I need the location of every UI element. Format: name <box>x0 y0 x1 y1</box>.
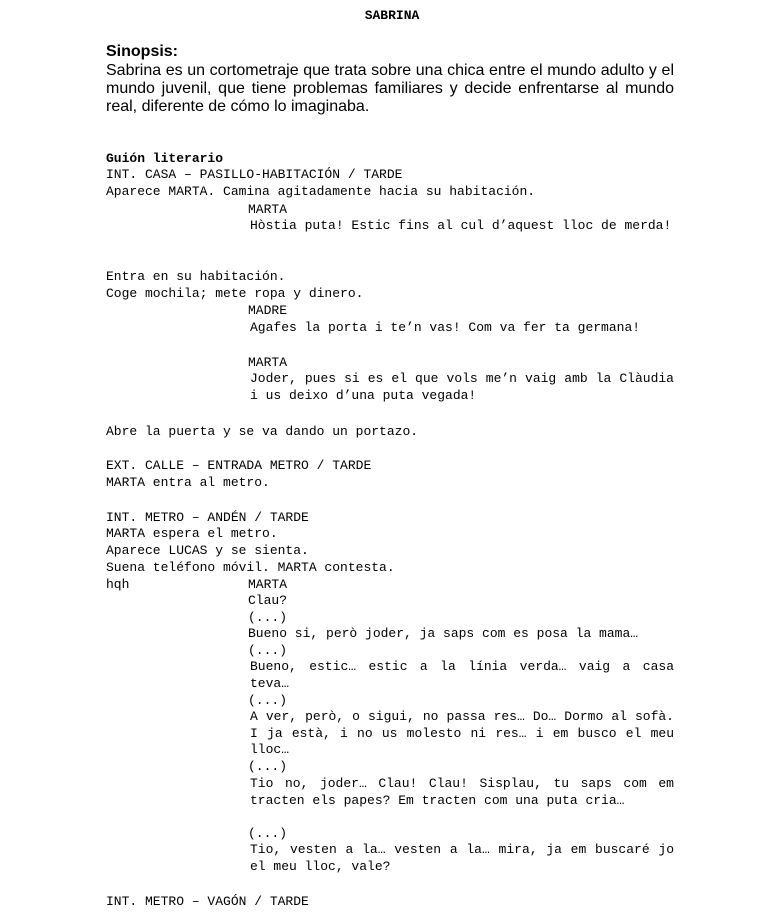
action-line: Aparece MARTA. Camina agitadamente hacia su habitación. <box>106 184 536 199</box>
parenthetical: (...) <box>248 643 288 658</box>
dialogue: Bueno, estic… estic a la línia verda… vaig a casa teva… <box>250 659 674 691</box>
dialogue: Tio, vesten a la… vesten a la… mira, ja em buscaré jo el meu lloc, vale? <box>250 842 674 874</box>
dialogue: Agafes la porta i te’n vas! Com va fer ta germana! <box>250 320 641 335</box>
action-line: Suena teléfono móvil. MARTA contesta. <box>106 560 395 575</box>
scene-heading: INT. CASA – PASILLO-HABITACIÓN / TARDE <box>106 167 403 182</box>
parenthetical: (...) <box>248 693 288 708</box>
synopsis-text: Sabrina es un cortometraje que trata sobre una chica entre el mundo adulto y el mundo juvenil, que tiene problemas familiares y decide enfrentarse al mundo real, diferente de cómo lo imaginaba. <box>106 62 674 115</box>
action-line: Entra en su habitación. <box>106 269 286 284</box>
action-line: Abre la puerta y se va dando un portazo. <box>106 424 419 439</box>
document-title: SABRINA <box>364 8 420 23</box>
scene-heading: INT. METRO – ANDÉN / TARDE <box>106 510 309 525</box>
dialogue: A ver, però, o sigui, no passa res… Do… Dormo al sofà. I ja està, i no us molesto ni res… i em busco el meu lloc… <box>250 709 674 758</box>
parenthetical: (...) <box>248 826 288 841</box>
dialogue: Joder, pues si es el que vols me’n vaig amb la Clàudia i us deixo d’una puta vegada! <box>250 371 674 403</box>
action-line: Aparece LUCAS y se sienta. <box>106 543 309 558</box>
dialogue: Hòstia puta! Estic fins al cul d’aquest lloc de merda! <box>250 218 672 233</box>
stray-text: hqh <box>106 577 130 592</box>
script-heading: Guión literario <box>106 151 224 166</box>
character-name: MARTA <box>248 355 288 370</box>
parenthetical: (...) <box>248 610 288 625</box>
action-line: Coge mochila; mete ropa y dinero. <box>106 286 364 301</box>
action-line: MARTA entra al metro. <box>106 475 270 490</box>
scene-heading: EXT. CALLE – ENTRADA METRO / TARDE <box>106 458 372 473</box>
dialogue: Bueno si, però joder, ja saps com es posa la mama… <box>248 626 639 641</box>
dialogue: Tio no, joder… Clau! Clau! Sisplau, tu saps com em tracten els papes? Em tracten com una puta cria… <box>250 776 674 808</box>
dialogue: Clau? <box>248 593 288 608</box>
character-name: MADRE <box>248 303 288 318</box>
character-name: MARTA <box>248 577 288 592</box>
action-line: MARTA espera el metro. <box>106 526 278 541</box>
parenthetical: (...) <box>248 759 288 774</box>
synopsis-heading: Sinopsis: <box>106 43 179 60</box>
scene-heading: INT. METRO – VAGÓN / TARDE <box>106 894 309 909</box>
character-name: MARTA <box>248 202 288 217</box>
